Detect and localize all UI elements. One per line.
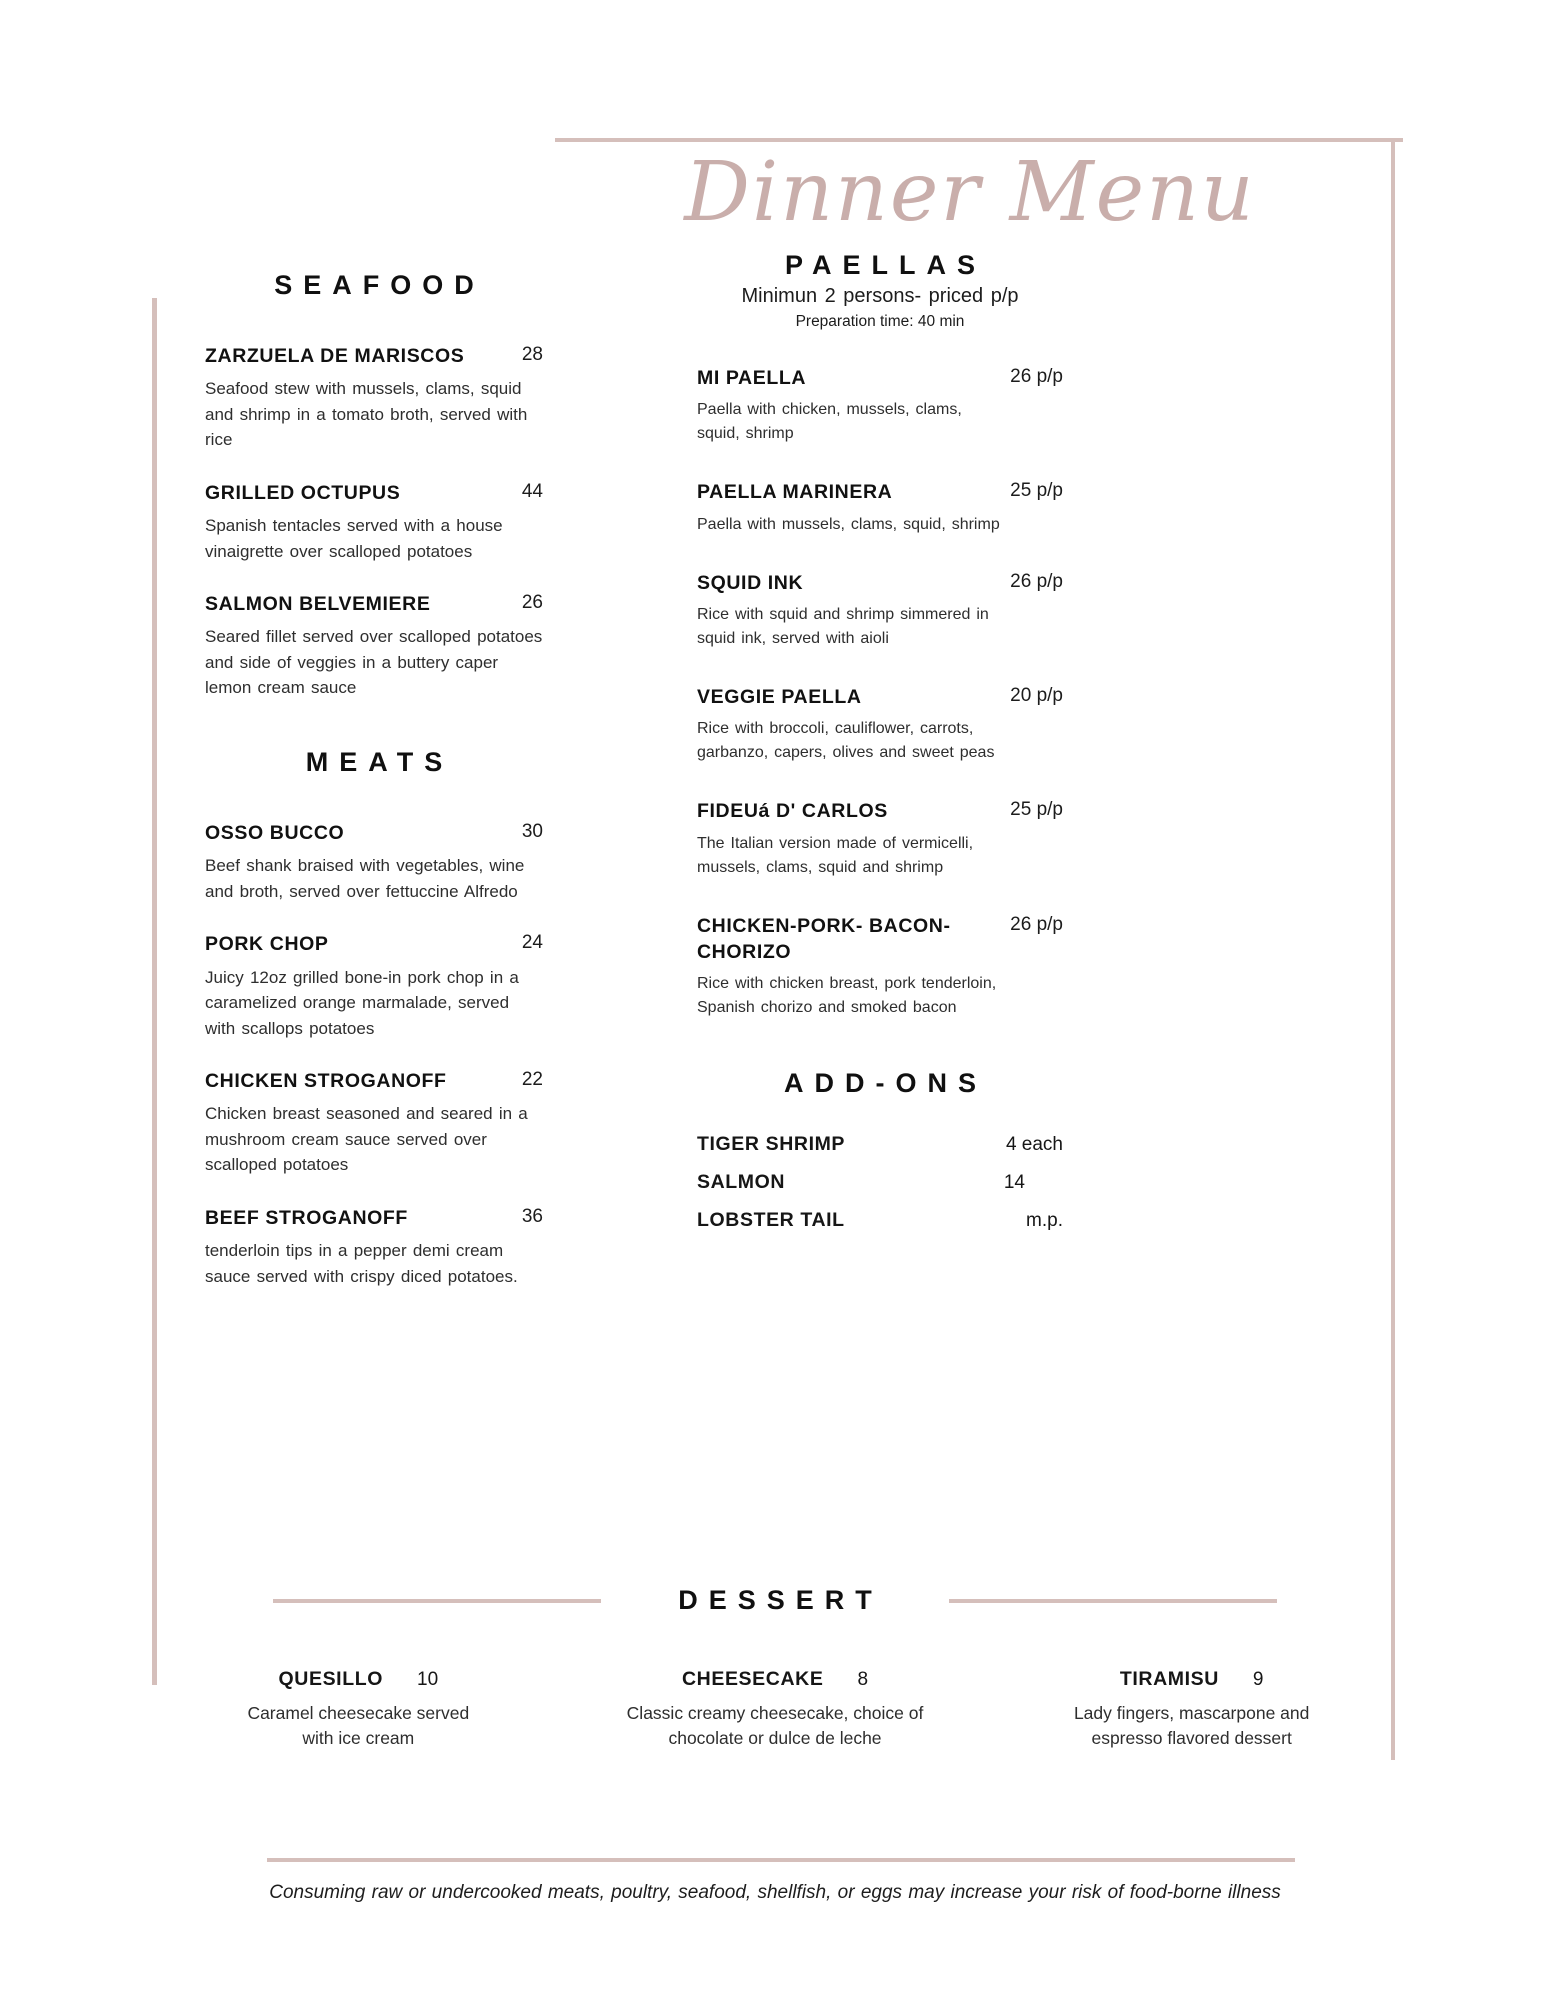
paellas-prep-note: Preparation time: 40 min — [795, 313, 965, 330]
addon-lobster-tail — [697, 1209, 1063, 1232]
addon-name: SALMON — [697, 1171, 786, 1194]
item-price: 25 p/p — [1010, 480, 1063, 502]
item-name: CHEESECAKE — [681, 1668, 824, 1690]
item-description: Lady fingers, mascarpone and espresso flavored dessert — [1073, 1703, 1310, 1749]
item-price: 36 — [521, 1205, 543, 1227]
menu-item-fideua-d-carlos — [697, 798, 1063, 879]
item-price: 30 — [521, 820, 543, 842]
item-price: 25 p/p — [1010, 799, 1063, 821]
menu-item-chicken-stroganoff — [205, 1068, 543, 1178]
left-column — [205, 270, 543, 1316]
item-price: 28 — [521, 344, 543, 365]
item-name: GRILLED OCTUPUS — [205, 481, 401, 504]
item-name: CHICKEN STROGANOFF — [205, 1070, 447, 1093]
item-name: TIRAMISU — [1119, 1668, 1219, 1690]
item-name: OSSO BUCCO — [205, 821, 345, 844]
dessert-section — [150, 1585, 1400, 1752]
item-name: SALMON BELVEMIERE — [205, 593, 431, 616]
dessert-item-tiramisu — [983, 1668, 1400, 1752]
item-price: 22 — [521, 1069, 543, 1091]
item-price: 26 p/p — [1010, 570, 1063, 592]
dessert-right-rule — [949, 1599, 1277, 1603]
item-price: 44 — [521, 480, 543, 502]
menu-item-veggie-paella — [697, 684, 1063, 765]
frame-right-line — [1391, 138, 1395, 1760]
addon-salmon — [697, 1171, 1063, 1194]
item-description: The Italian version made of vermicelli, mussels, clams, squid and shrimp — [697, 834, 974, 876]
addon-price: 14 — [1003, 1172, 1025, 1194]
paellas-header — [697, 250, 1063, 331]
section-title-meats: MEATS — [305, 746, 454, 777]
item-name: ZARZUELA DE MARISCOS — [205, 345, 465, 367]
item-description: Beef shank braised with vegetables, wine and broth, served over fettuccine Alfredo — [205, 856, 525, 901]
item-price: 10 — [417, 1669, 439, 1690]
item-name: PORK CHOP — [205, 933, 329, 956]
menu-item-osso-bucco — [205, 820, 543, 904]
menu-item-chicken-pork-bacon-chorizo — [697, 913, 1063, 1021]
item-name: SQUID INK — [697, 571, 804, 594]
item-description: Chicken breast seasoned and seared in a mushroom cream sauce served over scalloped potatoes — [205, 1104, 528, 1175]
item-description: Juicy 12oz grilled bone-in pork chop in a caramelized orange marmalade, served with scallops potatoes — [205, 967, 519, 1038]
right-column — [697, 250, 1063, 1247]
item-name: PAELLA MARINERA — [697, 481, 893, 504]
item-description: Caramel cheesecake served with ice cream — [247, 1703, 470, 1749]
menu-item-squid-ink — [697, 570, 1063, 651]
dessert-left-rule — [273, 1599, 601, 1603]
addon-name: LOBSTER TAIL — [697, 1209, 845, 1232]
item-price: 26 — [521, 592, 543, 614]
item-name: MI PAELLA — [697, 367, 807, 389]
menu-item-zarzuela — [205, 343, 543, 453]
item-name: QUESILLO — [278, 1668, 383, 1690]
footer-divider-line — [267, 1858, 1295, 1862]
item-price: 8 — [857, 1669, 869, 1690]
item-name: CHICKEN-PORK- BACON- CHORIZO — [697, 914, 951, 963]
item-price: 26 p/p — [1010, 366, 1063, 387]
section-title-seafood: SEAFOOD — [274, 270, 485, 300]
frame-top-line — [555, 138, 1403, 142]
item-description: Rice with chicken breast, pork tenderloin, Spanish chorizo and smoked bacon — [697, 975, 997, 1017]
frame-left-line — [152, 298, 157, 1685]
dessert-item-quesillo — [150, 1668, 567, 1752]
addon-price: m.p. — [1026, 1210, 1063, 1232]
item-description: Spanish tentacles served with a house vinaigrette over scalloped potatoes — [205, 516, 503, 561]
addon-name: TIGER SHRIMP — [697, 1133, 846, 1156]
item-description: Seared fillet served over scalloped potatoes and side of veggies in a buttery caper lemon cream sauce — [205, 627, 543, 698]
paellas-subtitle: Minimun 2 persons- priced p/p — [741, 285, 1019, 307]
footer-disclaimer: Consuming raw or undercooked meats, poultry, seafood, shellfish, or eggs may increase your risk of food-borne illness — [269, 1882, 1281, 1903]
menu-item-mi-paella — [697, 365, 1063, 446]
item-price: 9 — [1252, 1669, 1264, 1690]
item-price: 24 — [521, 932, 543, 954]
menu-item-beef-stroganoff — [205, 1205, 543, 1289]
item-description: Seafood stew with mussels, clams, squid and shrimp in a tomato broth, served with rice — [205, 379, 528, 450]
item-price: 20 p/p — [1010, 684, 1063, 706]
menu-item-paella-marinera — [697, 479, 1063, 536]
item-description: Rice with squid and shrimp simmered in squid ink, served with aioli — [697, 605, 989, 647]
item-name: VEGGIE PAELLA — [697, 685, 862, 708]
item-description: Paella with mussels, clams, squid, shrimp — [697, 515, 1000, 533]
menu-item-pork-chop — [205, 931, 543, 1041]
section-title-dessert: DESSERT — [678, 1585, 883, 1615]
section-title-paellas: PAELLAS — [784, 250, 986, 280]
item-description: Paella with chicken, mussels, clams, squid, shrimp — [697, 401, 962, 443]
dessert-header — [150, 1585, 1400, 1616]
item-name: BEEF STROGANOFF — [205, 1206, 408, 1229]
item-description: Classic creamy cheesecake, choice of chocolate or dulce de leche — [626, 1703, 924, 1749]
menu-item-grilled-octupus — [205, 480, 543, 564]
item-price: 26 p/p — [1010, 913, 1063, 935]
item-description: Rice with broccoli, cauliflower, carrots, garbanzo, capers, olives and sweet peas — [697, 720, 995, 762]
section-title-add-ons: ADD-ONS — [784, 1068, 987, 1099]
item-description: tenderloin tips in a pepper demi cream sauce served with crispy diced potatoes. — [205, 1241, 518, 1286]
dessert-item-cheesecake — [567, 1668, 984, 1752]
dessert-items-row — [150, 1668, 1400, 1752]
item-name: FIDEUá D' CARLOS — [697, 800, 888, 823]
menu-script-title: Dinner Menu — [684, 145, 1256, 240]
menu-item-salmon-belvemiere — [205, 591, 543, 701]
addon-price: 4 each — [1005, 1134, 1063, 1156]
addon-tiger-shrimp — [697, 1133, 1063, 1156]
